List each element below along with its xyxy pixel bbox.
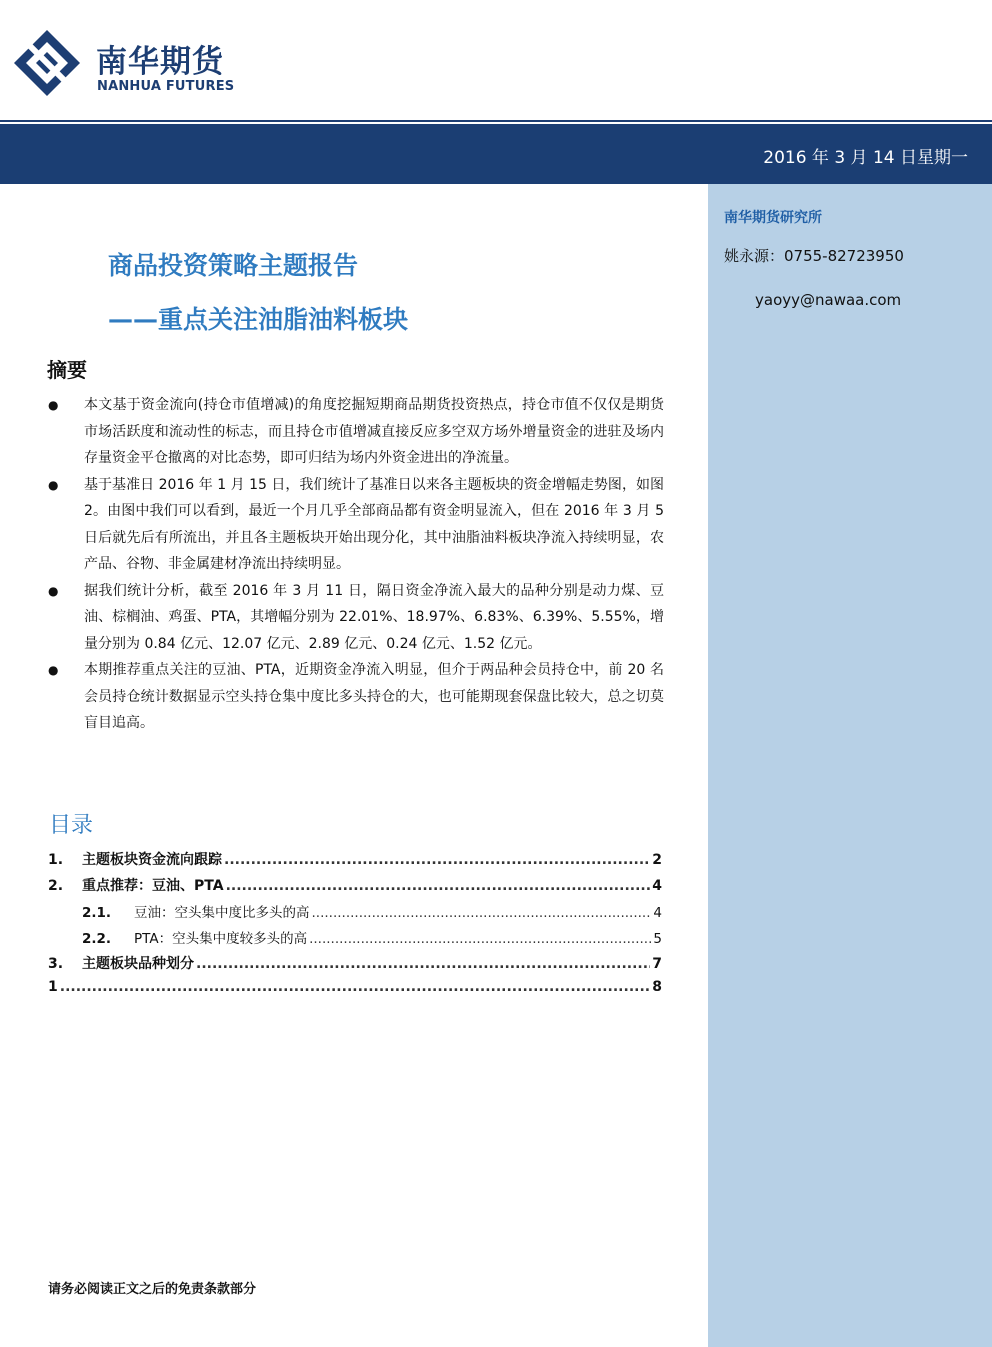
report-subtitle: ——重点关注油脂油料板块 [108, 305, 409, 334]
toc-leader-dots [312, 905, 652, 921]
toc-leader-dots [60, 979, 651, 995]
header-divider [0, 120, 992, 122]
toc-entry[interactable] [48, 849, 662, 875]
bullet-icon: ● [48, 583, 59, 598]
toc-entry-title: 重点推荐：豆油、PTA [82, 878, 224, 894]
logo-chinese-name: 南华期货 [96, 44, 224, 80]
toc-subentry[interactable] [48, 927, 662, 953]
toc-heading: 目录 [49, 813, 94, 838]
report-date: 2016 年 3 月 14 日星期一 [763, 148, 968, 168]
abstract-item [48, 472, 664, 578]
toc-entry-page: 4 [653, 905, 662, 921]
toc-entry-number: 1 [48, 979, 58, 995]
bullet-icon: ● [48, 477, 59, 492]
sidebar [708, 184, 992, 1347]
abstract-list [48, 392, 664, 737]
abstract-item-text: 本期推荐重点关注的豆油、PTA，近期资金净流入明显，但介于两品种会员持仓中，前 20 名会员持仓统计数据显示空头持仓集中度比多头持仓的大，也可能期现套保盘比较大，总之切莫盲目追高。 [84, 662, 664, 731]
abstract-heading: 摘要 [47, 358, 87, 382]
abstract-item [48, 392, 664, 472]
analyst-contact: 姚永源：0755-82723950 [724, 247, 904, 265]
abstract-item [48, 657, 664, 737]
toc-leader-dots [226, 878, 651, 894]
toc-entry[interactable] [48, 953, 662, 979]
abstract-item-text: 基于基准日 2016 年 1 月 15 日，我们统计了基准日以来各主题板块的资金增幅走势图，如图 2。由图中我们可以看到，最近一个月几乎全部商品都有资金明显流入，但在 2016 年 3 月 5 日后就先后有所流出，并且各主题板块开始出现分化，其中油脂油料板块净流入持续明显，农产品、谷物、非金属建材净流出持续明显。 [84, 476, 664, 572]
abstract-item-text: 据我们统计分析，截至 2016 年 3 月 11 日，隔日资金净流入最大的品种分别是动力煤、豆油、棕榈油、鸡蛋、PTA，其增幅分别为 22.01%、18.97%、6.83%、6.39%、5.55%，增量分别为 0.84 亿元、12.07 亿元、2.89 亿元、0.24 亿元、1.52 亿元。 [84, 582, 664, 652]
nanhua-logo-icon [12, 28, 82, 98]
toc-entry-number: 2.1. [82, 905, 112, 921]
header-banner [0, 124, 992, 184]
toc-entry-page: 7 [652, 956, 662, 972]
toc-entry-number: 2. [48, 878, 64, 894]
toc-entry-page: 8 [652, 979, 662, 995]
toc-entry[interactable] [48, 875, 662, 901]
toc-entry-number: 1. [48, 852, 64, 868]
bullet-icon: ● [48, 663, 59, 677]
analyst-email[interactable]: yaoyy@nawaa.com [755, 291, 902, 309]
toc-entry-title: 主题板块品种划分 [82, 956, 194, 972]
toc-entry-title: 主题板块资金流向跟踪 [82, 852, 222, 868]
toc-leader-dots [196, 956, 650, 972]
toc-entry-title: 豆油：空头集中度比多头的高 [134, 905, 310, 921]
toc-leader-dots [224, 852, 650, 868]
toc-entry-number: 3. [48, 956, 64, 972]
toc-leader-dots [309, 931, 651, 947]
logo-english-name: NANHUA FUTURES [97, 79, 235, 94]
toc-entry-page: 2 [652, 852, 662, 868]
toc-subentry[interactable] [48, 901, 662, 927]
disclaimer-note: 请务必阅读正文之后的免责条款部分 [48, 1282, 257, 1297]
toc-entry-page: 5 [653, 931, 662, 947]
toc-entry-title: PTA：空头集中度较多头的高 [134, 931, 308, 947]
abstract-item [48, 578, 664, 658]
abstract-item-text: 本文基于资金流向(持仓市值增减)的角度挖掘短期商品期货投资热点，持仓市值不仅仅是期货市场活跃度和流动性的标志，而且持仓市值增减直接反应多空双方场外增量资金的进驻及场内存量资金平仓撤离的对比态势，即可归结为场内外资金进出的净流量。 [84, 397, 664, 466]
institute-name: 南华期货研究所 [724, 210, 822, 226]
report-title: 商品投资策略主题报告 [108, 251, 359, 280]
toc-entry[interactable] [48, 979, 662, 1005]
toc-entry-number: 2.2. [82, 931, 112, 947]
table-of-contents [48, 849, 662, 1005]
header-logo-area [0, 0, 992, 122]
bullet-icon: ● [48, 398, 59, 412]
toc-entry-page: 4 [652, 878, 662, 894]
